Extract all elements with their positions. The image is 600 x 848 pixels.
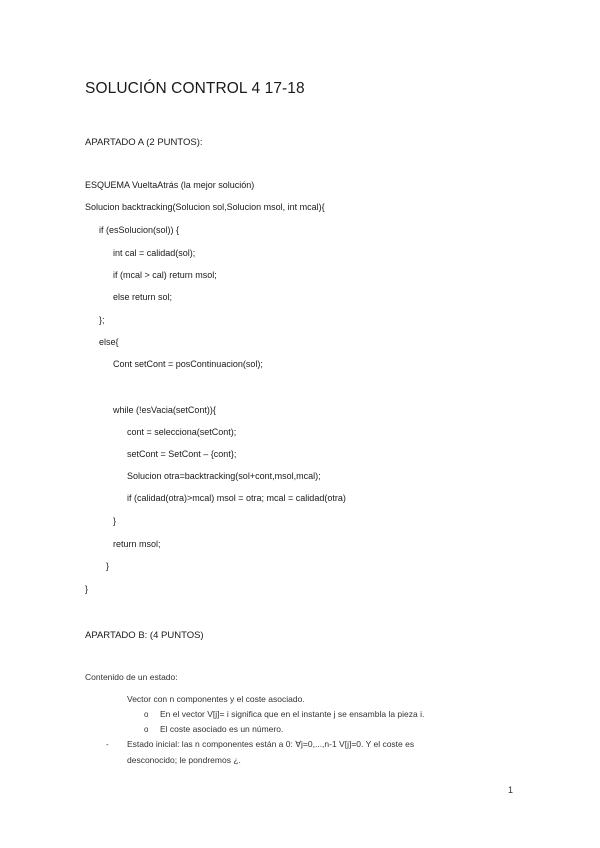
section-a-heading: APARTADO A (2 PUNTOS): <box>85 137 203 148</box>
code-line: setCont = SetCont – {cont}; <box>127 449 237 459</box>
code-line: else return sol; <box>113 292 173 302</box>
code-line: cont = selecciona(setCont); <box>127 427 237 437</box>
code-line: int cal = calidad(sol); <box>113 248 196 258</box>
code-line: Solucion otra=backtracking(sol+cont,msol,mcal); <box>127 471 321 481</box>
code-line: } <box>85 584 89 594</box>
code-line: Cont setCont = posContinuacion(sol); <box>113 359 263 369</box>
code-line: if (mcal > cal) return msol; <box>113 270 217 280</box>
code-line: else{ <box>99 337 119 347</box>
code-line: Solucion backtracking(Solucion sol,Solucion msol, int mcal){ <box>85 202 325 212</box>
circle-bullet: o <box>144 725 149 734</box>
page-number: 1 <box>508 785 514 795</box>
initial-state-line-1: Estado inicial: las n componentes están a 0: ∀j=0,...,n-1 V[j]=0. Y el coste es <box>127 739 415 749</box>
page-title: SOLUCIÓN CONTROL 4 17-18 <box>85 80 305 97</box>
dash-bullet: - <box>106 740 109 749</box>
code-line: } <box>106 561 110 571</box>
code-line: }; <box>99 315 105 325</box>
code-line: return msol; <box>113 539 161 549</box>
code-line: } <box>113 516 117 526</box>
code-line: if (esSolucion(sol)) { <box>99 225 180 235</box>
initial-state-line-2: desconocido; le pondremos ¿. <box>127 755 241 765</box>
state-item: En el vector V[j]= i significa que en el instante j se ensambla la pieza i. <box>160 709 425 719</box>
scheme-heading: ESQUEMA VueltaAtrás (la mejor solución) <box>85 180 255 190</box>
state-item: El coste asociado es un número. <box>160 724 284 734</box>
state-heading: Contenido de un estado: <box>85 672 178 682</box>
state-vector-text: Vector con n componentes y el coste asociado. <box>127 694 305 704</box>
section-b-heading: APARTADO B: (4 PUNTOS) <box>85 630 204 641</box>
circle-bullet: o <box>144 710 149 719</box>
code-line: if (calidad(otra)>mcal) msol = otra; mcal = calidad(otra) <box>127 493 346 503</box>
code-line: while (!esVacia(setCont)){ <box>113 405 216 415</box>
